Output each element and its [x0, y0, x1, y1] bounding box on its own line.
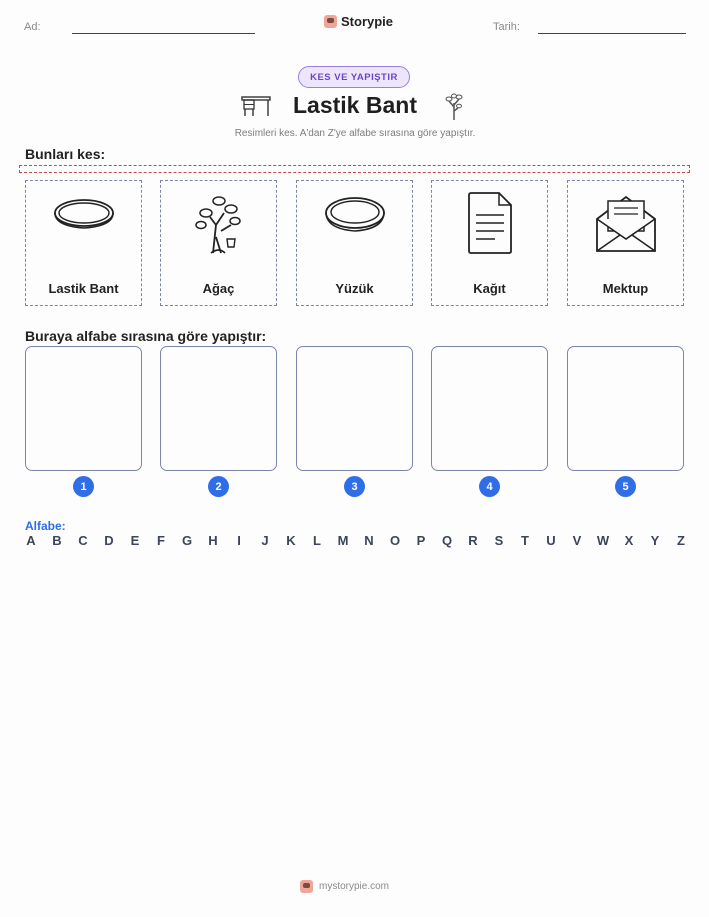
slot-number-badge: 2 — [208, 476, 229, 497]
card-label: Ağaç — [202, 281, 235, 296]
paste-heading: Buraya alfabe sırasına göre yapıştır: — [25, 328, 267, 344]
paste-slot-1[interactable] — [25, 346, 142, 471]
date-label: Tarih: — [493, 21, 520, 33]
paste-slot-3[interactable] — [296, 346, 413, 471]
footer-url[interactable]: mystorypie.com — [319, 881, 390, 892]
alphabet-letter: H — [208, 533, 218, 548]
alphabet-letter: C — [78, 533, 88, 548]
alphabet-letter: S — [494, 533, 504, 548]
tree-icon — [191, 191, 247, 255]
alphabet-letter: F — [157, 533, 165, 548]
storypie-mascot-icon — [300, 880, 313, 893]
slot-number-badge: 4 — [479, 476, 500, 497]
cut-card-paper[interactable] — [431, 180, 548, 306]
cut-card-ring[interactable] — [296, 180, 413, 306]
paste-slot-4[interactable] — [431, 346, 548, 471]
storypie-logo — [324, 14, 393, 29]
paste-slot-2[interactable] — [160, 346, 277, 471]
instructions: Resimleri kes. A'dan Z'ye alfabe sırasına göre yapıştır. — [234, 128, 476, 139]
alphabet-letter: R — [468, 533, 478, 548]
activity-badge: KES VE YAPIŞTIR — [298, 66, 410, 88]
cut-heading: Bunları kes: — [25, 146, 106, 162]
cut-card-rubber-band[interactable] — [25, 180, 142, 306]
alphabet-letter: A — [26, 533, 36, 548]
name-label: Ad: — [24, 21, 41, 33]
alphabet-row — [24, 533, 688, 548]
footer — [300, 880, 410, 893]
cut-card-letter[interactable] — [567, 180, 684, 306]
alphabet-letter: Q — [441, 533, 453, 548]
alphabet-letter: T — [521, 533, 529, 548]
worksheet-title: Lastik Bant — [293, 92, 417, 118]
alphabet-letter: J — [261, 533, 269, 548]
alphabet-label: Alfabe: — [25, 519, 66, 533]
alphabet-letter: U — [546, 533, 556, 548]
alphabet-letter: M — [337, 533, 349, 548]
alphabet-letter: W — [596, 533, 610, 548]
alphabet-letter: Y — [650, 533, 660, 548]
alphabet-letter: Z — [677, 533, 685, 548]
card-label: Kağıt — [473, 281, 506, 296]
alphabet-letter: V — [572, 533, 582, 548]
card-label: Yüzük — [335, 281, 374, 296]
name-line[interactable] — [72, 33, 255, 34]
rubber-band-icon — [52, 191, 116, 243]
cut-line — [19, 165, 690, 173]
alphabet-letter: G — [181, 533, 193, 548]
logo-text: Storypie — [341, 14, 394, 29]
cut-card-tree[interactable] — [160, 180, 277, 306]
small-tree-icon — [443, 91, 465, 121]
storypie-mascot-icon — [324, 15, 337, 28]
date-line[interactable] — [538, 33, 686, 34]
card-label: Mektup — [602, 281, 649, 296]
alphabet-letter: L — [313, 533, 321, 548]
alphabet-letter: P — [416, 533, 426, 548]
alphabet-letter: N — [364, 533, 374, 548]
letter-envelope-icon — [594, 191, 658, 253]
alphabet-letter: O — [389, 533, 401, 548]
alphabet-letter: K — [286, 533, 296, 548]
alphabet-letter: I — [237, 533, 241, 548]
slot-number-badge: 3 — [344, 476, 365, 497]
ring-icon — [323, 191, 387, 243]
slot-number-badge: 1 — [73, 476, 94, 497]
slot-number-badge: 5 — [615, 476, 636, 497]
paste-slot-5[interactable] — [567, 346, 684, 471]
alphabet-letter: X — [624, 533, 634, 548]
alphabet-letter: D — [104, 533, 114, 548]
alphabet-letter: B — [52, 533, 62, 548]
paper-icon — [465, 191, 515, 255]
alphabet-letter: E — [130, 533, 140, 548]
card-label: Lastik Bant — [48, 281, 119, 296]
